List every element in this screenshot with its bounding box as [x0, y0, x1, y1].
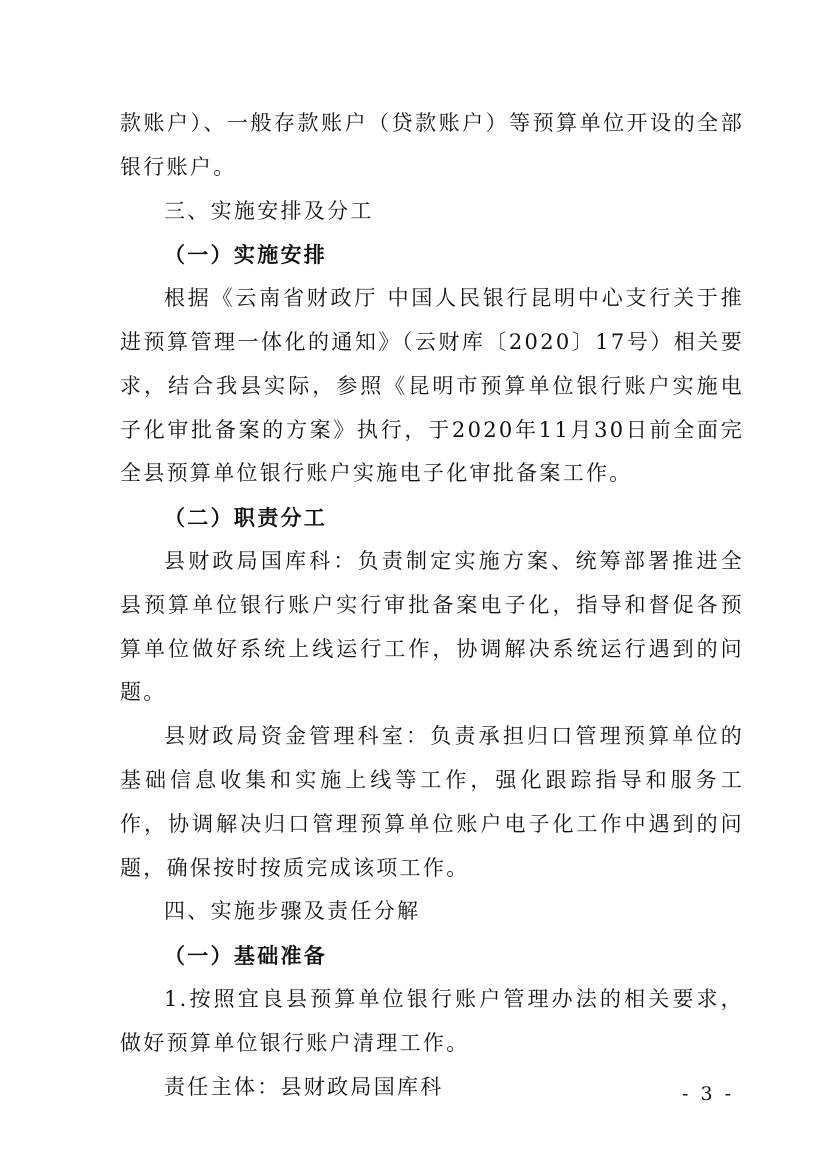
subsection-heading-responsibilities: （二）职责分工 — [164, 505, 328, 531]
page-number: - 3 - — [682, 1083, 735, 1105]
section-heading-three: 三、实施安排及分工 — [164, 198, 374, 223]
paragraph-fund-management: 县财政局资金管理科室：负责承担归口管理预算单位的基础信息收集和实施上线等工作，强化跟踪指导和服务工作，协调解决归口管理预算单位账户电子化工作中遇到的问题，确保按时按质完成该项工作。 — [120, 724, 744, 880]
subsection-heading-implementation: （一）实施安排 — [164, 242, 328, 268]
paragraph-continued-accounts: 款账户）、一般存款账户（贷款账户）等预算单位开设的全部银行账户。 — [120, 111, 744, 179]
document-body — [120, 102, 744, 1109]
section-heading-four: 四、实施步骤及责任分解 — [164, 899, 421, 924]
subsection-heading-basic-preparation: （一）基础准备 — [164, 943, 328, 969]
paragraph-treasury-section: 县财政局国库科：负责制定实施方案、统筹部署推进全县预算单位银行账户实行审批备案电子化，指导和督促各预算单位做好系统上线运行工作，协调解决系统运行遇到的问题。 — [120, 548, 744, 705]
paragraph-implementation-arrangement: 根据《云南省财政厅 中国人民银行昆明中心支行关于推进预算管理一体化的通知》（云财库〔2020〕17号）相关要求，结合我县实际，参照《昆明市预算单位银行账户实施电子化审批备案的方案》执行，于2020年11月30日前全面完全县预算单位银行账户实施电子化审批备案工作。 — [120, 286, 744, 486]
paragraph-step-one: 1.按照宜良县预算单位银行账户管理办法的相关要求，做好预算单位银行账户清理工作。 — [120, 986, 744, 1055]
paragraph-responsible-party: 责任主体：县财政局国库科 — [164, 1074, 444, 1099]
